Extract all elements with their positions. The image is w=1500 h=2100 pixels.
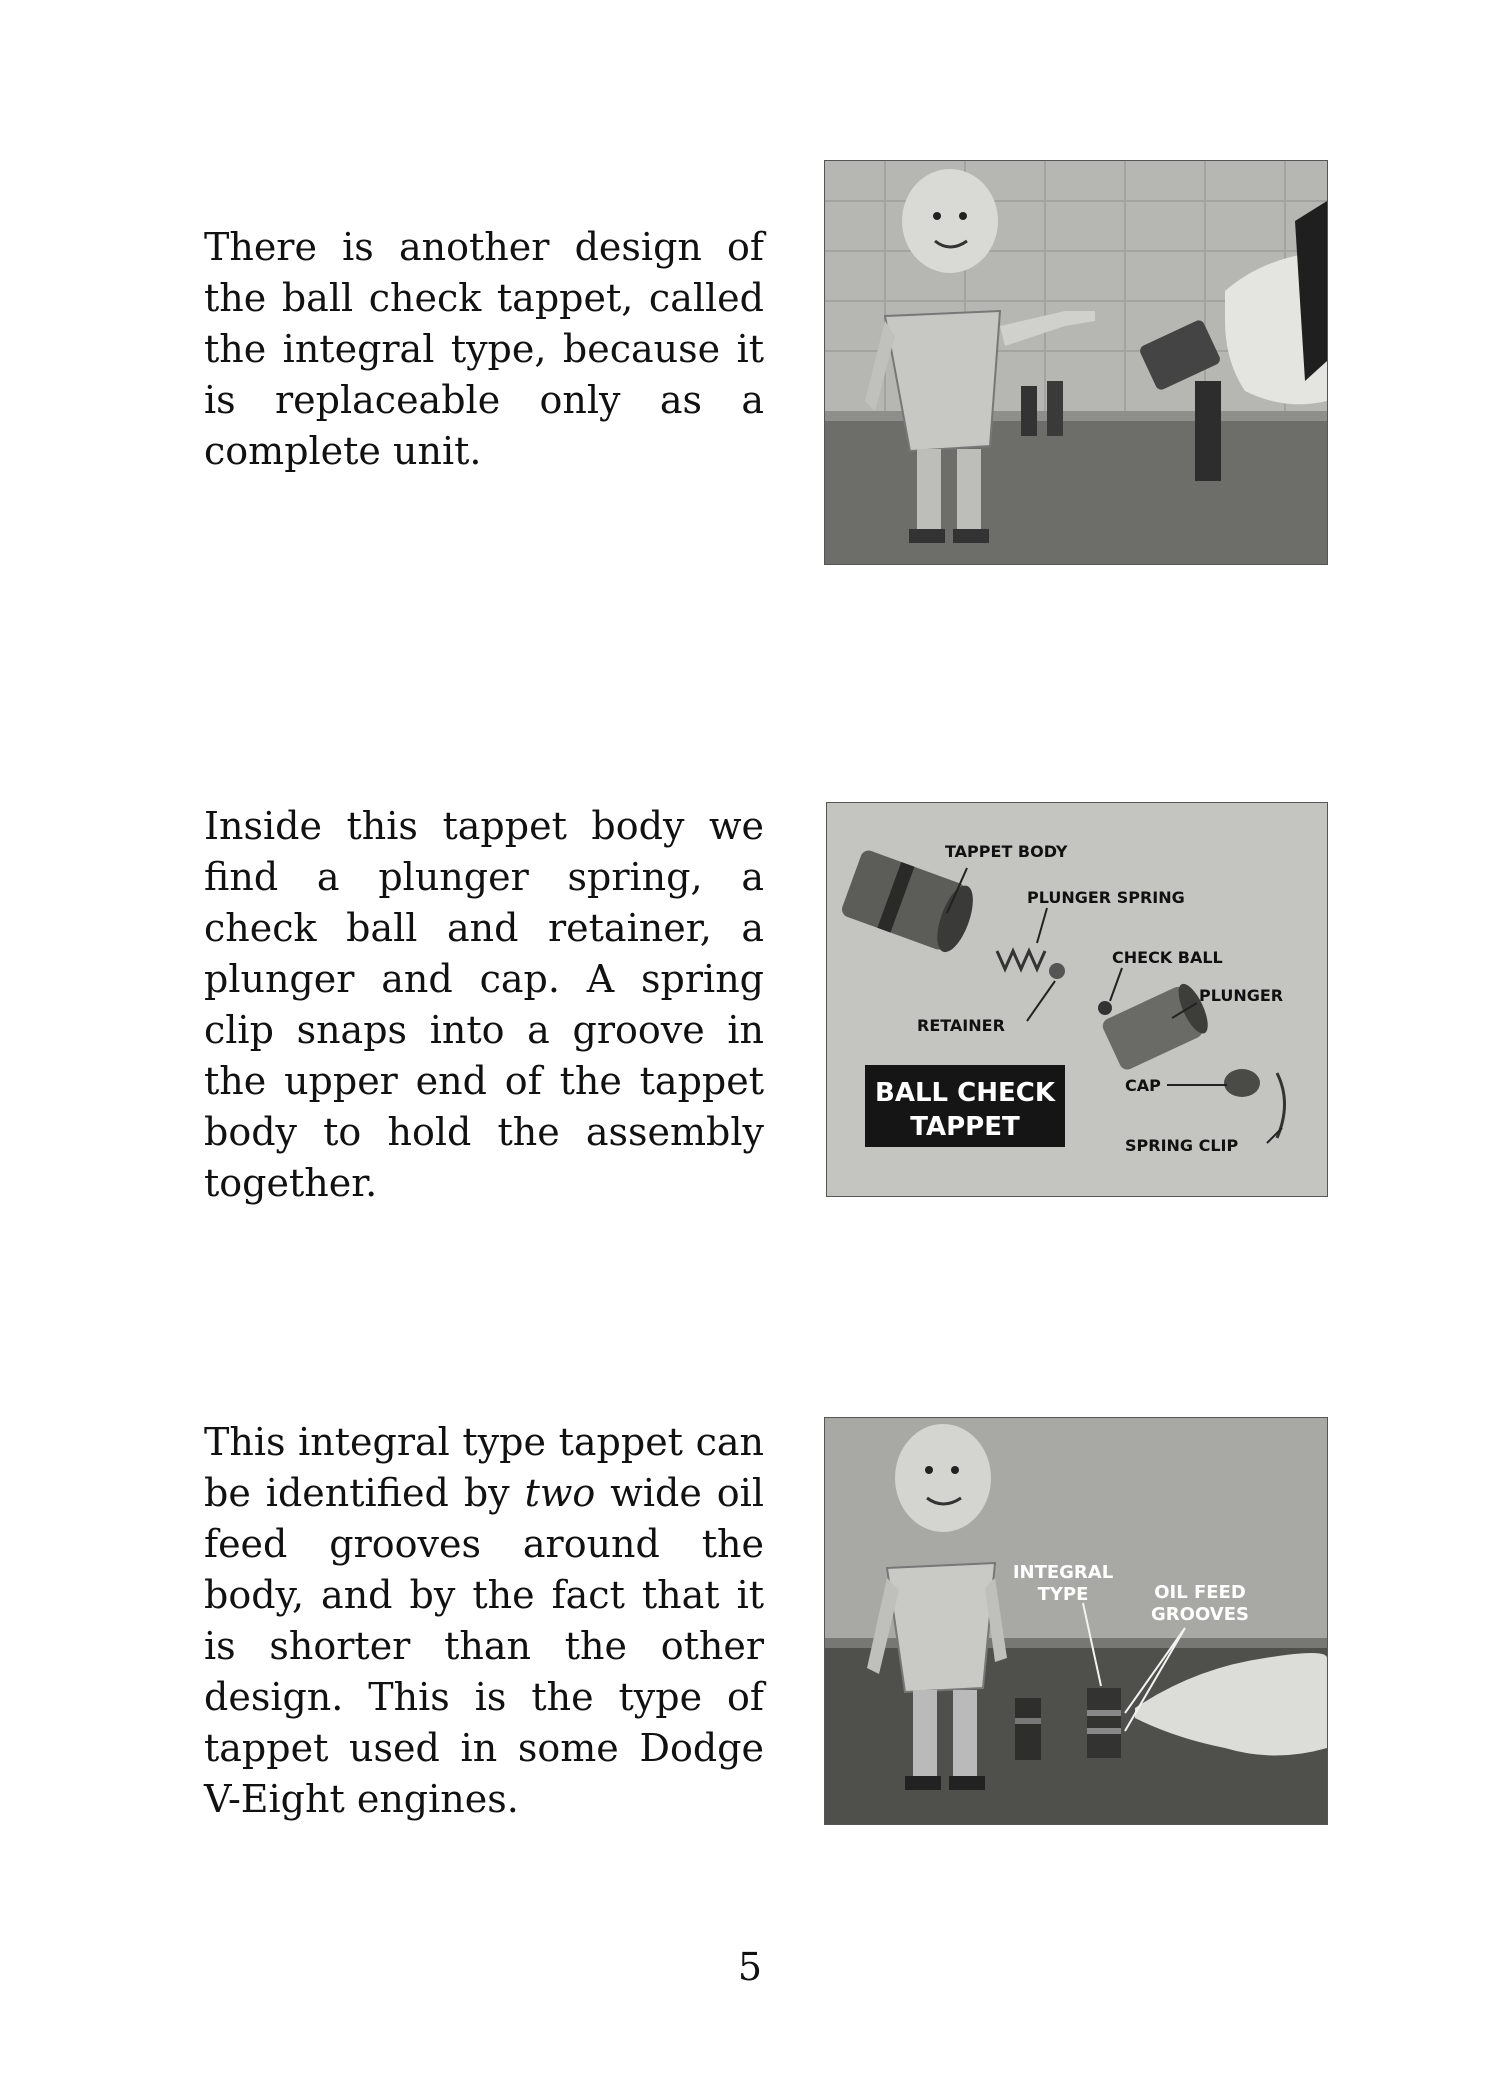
label-cap: CAP xyxy=(1125,1076,1161,1095)
photo-ball-check-tappet-exploded xyxy=(826,802,1328,1197)
photo-robot-pointing-illustration xyxy=(825,161,1327,564)
identification-text-start: This integral type tappet can be identified by xyxy=(204,1420,764,1515)
paragraph-tappet-contents: Inside this tappet body we find a plunger spring, a check ball and retainer, a plunger and cap. A spring clip snaps into a groove in the upper end of the tappet body to hold the assembly together. xyxy=(204,804,764,1205)
label-plunger: PLUNGER xyxy=(1199,986,1284,1005)
identification-text-end: wide oil feed grooves around the body, and by the fact that it is shorter than the other design. This is the type of tappet used in some Dodge V-Eight engines. xyxy=(204,1471,764,1821)
photo-integral-tappet-illustration xyxy=(825,1418,1327,1824)
label-integral-type-line-1: INTEGRAL xyxy=(1012,1562,1114,1583)
paragraph-identification xyxy=(204,1417,764,1825)
label-tappet-body: TAPPET BODY xyxy=(945,842,1068,861)
label-oil-feed-grooves-line-1: OIL FEED xyxy=(1154,1582,1246,1603)
label-integral-type-line-2: TYPE xyxy=(1037,1584,1089,1605)
photo-exploded-view-illustration xyxy=(827,803,1327,1196)
label-spring-clip: SPRING CLIP xyxy=(1125,1136,1239,1155)
label-plunger-spring: PLUNGER SPRING xyxy=(1027,888,1185,907)
identification-emphasis: two xyxy=(524,1471,596,1515)
label-oil-feed-grooves-line-2: GROOVES xyxy=(1151,1604,1249,1625)
label-check-ball: CHECK BALL xyxy=(1112,948,1223,967)
badge-line-1: BALL CHECK xyxy=(875,1078,1055,1108)
paragraph-integral-design: There is another design of the ball check tappet, called the integral type, because it is replaceable only as a complete unit. xyxy=(204,225,764,473)
label-retainer: RETAINER xyxy=(917,1016,1005,1035)
photo-integral-type-tappet xyxy=(824,1417,1328,1825)
photo-robot-pointing-at-tappet xyxy=(824,160,1328,565)
page-number: 5 xyxy=(737,1945,763,1989)
badge-line-2: TAPPET xyxy=(910,1112,1020,1142)
